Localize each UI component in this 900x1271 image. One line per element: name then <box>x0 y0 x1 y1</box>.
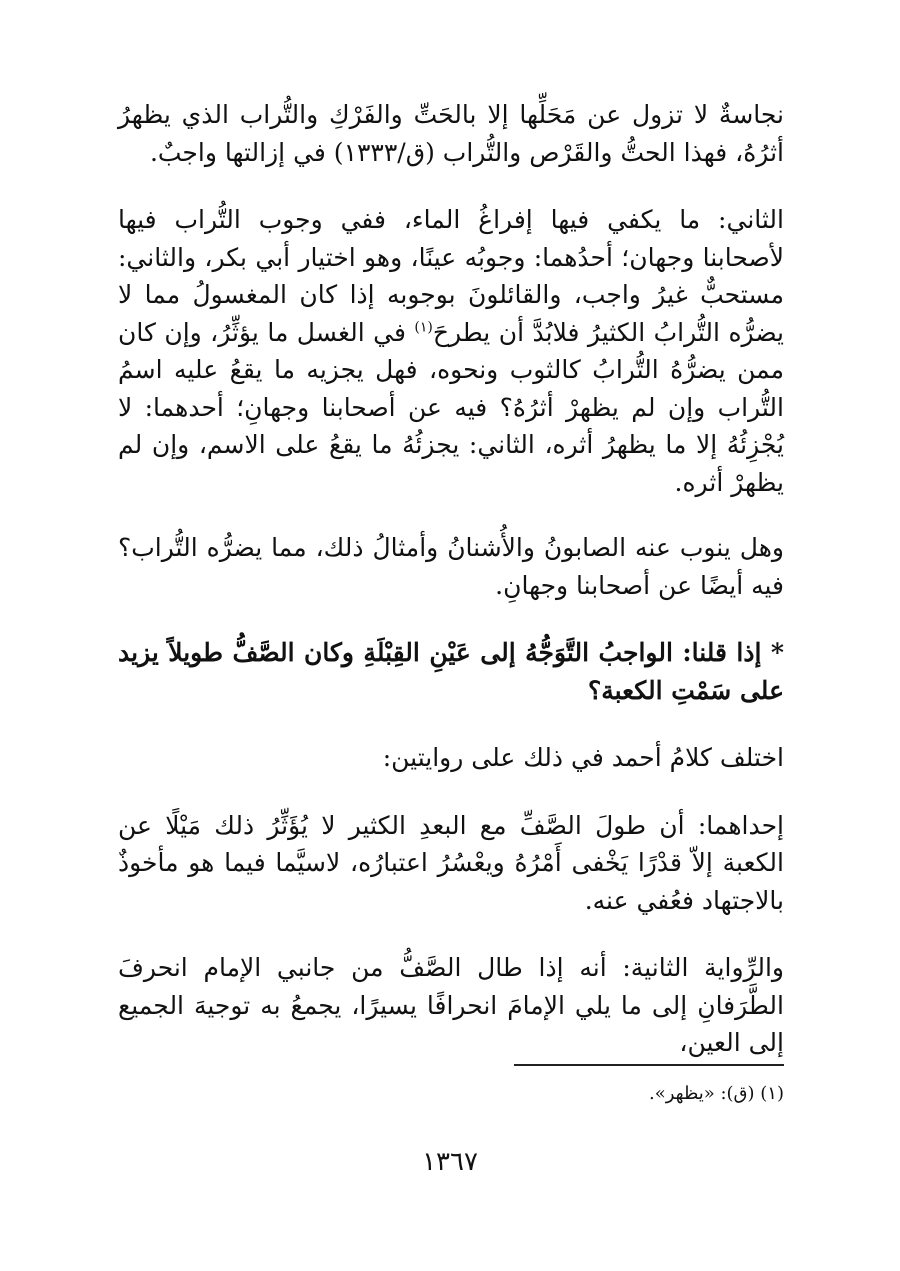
paragraph-6: والرِّواية الثانية: أنه إذا طال الصَّفُّ من جانبي الإمام انحرفَ الطَّرَفانِ إلى ما يلي الإمامَ انحرافًا يسيرًا، يجمعُ به توجيهَ الجميع إلى العين، <box>118 953 784 1057</box>
paragraph-5: إحداهما: أن طولَ الصَّفِّ مع البعدِ الكثير لا يُؤَثِّرُ ذلك مَيْلًا عن الكعبة إلاّ قدْرًا يَخْفى أَمْرُهُ ويعْسُرُ اعتبارُه، لاسيَّما فيما هو مأخوذٌ بالاجتهاد فعُفي عنه. <box>118 810 784 915</box>
section-heading: * إذا قلنا: الواجبُ التَّوَجُّهُ إلى عَيْنِ القِبْلَةِ وكان الصَّفُّ طويلاً يزيد على سَمْتِ الكعبة؟ <box>118 638 784 705</box>
paragraph-2-part-1: الثاني: ما يكفي فيها إفراغُ الماء، ففي وجوب التُّراب فيها لأصحابنا وجهان؛ أحدُهما: وجوبُه عينًا، وهو اختيار أبي بكر، والثاني: مستحبٌّ غيرُ واجب، والقائلونَ بوجوبه إذا كان المغسولُ مما لا يضرُّه التُّرابُ الكثيرُ فلابُدَّ أن يطرحَ <box>118 205 784 347</box>
page-body <box>118 96 784 1062</box>
paragraph-1: نجاسةٌ لا تزول عن مَحَلِّها إلا بالحَتِّ والفَرْكِ والتُّراب الذي يظهرُ أثرُهُ، فهذا الحتُّ والقَرْص والتُّراب (ق/١٣٣٣) في إزالتها واجبٌ. <box>118 100 784 167</box>
footnote-marker: (١) <box>414 319 433 336</box>
page-number: ١٣٦٧ <box>422 1147 478 1177</box>
paragraph-3: وهل ينوب عنه الصابونُ والأُشنانُ وأمثالُ ذلك، مما يضرُّه التُّراب؟ فيه أيضًا عن أصحابنا وجهانِ. <box>118 533 784 600</box>
paragraph-2-part-2: في الغسل ما يؤثِّرُ، وإن كان ممن يضرُّهُ التُّرابُ كالثوب ونحوه، فهل يجزيه ما يقعُ عليه اسمُ التُّراب وإن لم يظهرْ أثرُهُ؟ فيه عن أصحابنا وجهانِ؛ أحدهما: لا يُجْزِئُهُ إلا ما يظهرُ أثره، الثاني: يجزئُهُ ما يقعُ على الاسم، وإن لم يظهرْ أثره. <box>118 317 784 497</box>
footnote: (١) (ق): «يظهر». <box>649 1083 784 1104</box>
paragraph-2 <box>118 201 784 501</box>
footnote-divider <box>514 1064 784 1066</box>
paragraph-4: اختلف كلامُ أحمد في ذلك على روايتين: <box>382 743 784 772</box>
